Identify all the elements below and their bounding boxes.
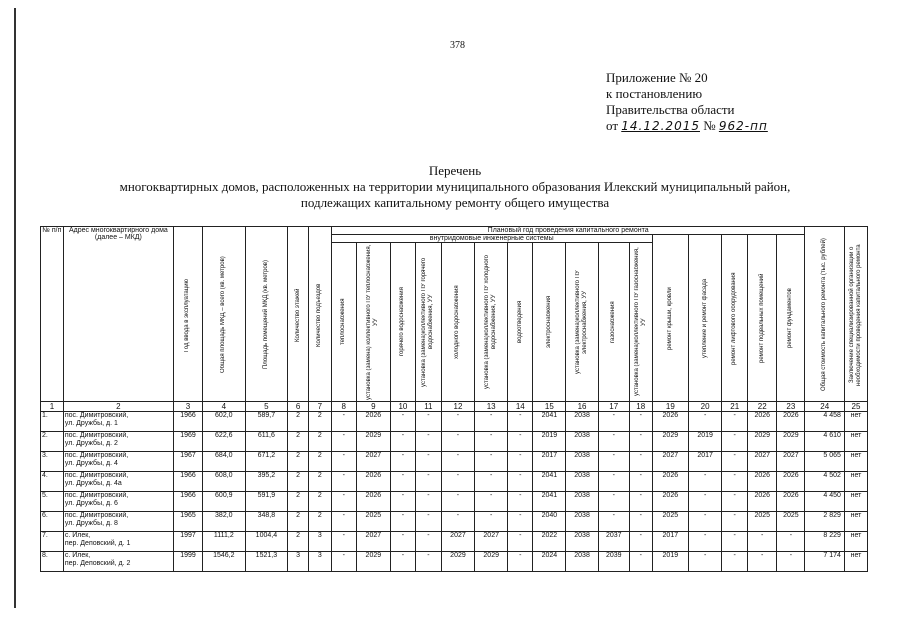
column-number-cell: 15	[533, 402, 566, 412]
table-cell: -	[629, 412, 652, 432]
table-cell: 2038	[566, 492, 598, 512]
table-cell: -	[777, 552, 805, 572]
table-cell: 600,9	[203, 492, 246, 512]
table-cell: -	[689, 472, 722, 492]
column-number-cell: 4	[203, 402, 246, 412]
table-cell: 2027	[748, 452, 777, 472]
table-cell: 2019	[652, 552, 688, 572]
appendix-date: 14.12.2015	[621, 119, 700, 133]
table-cell: 2041	[533, 492, 566, 512]
table-cell: -	[598, 512, 629, 532]
header-drainage: водоотведения	[516, 300, 523, 344]
address-line-2: ул. Дружбы, д. 4а	[64, 480, 122, 487]
table-cell: 5 065	[805, 452, 844, 472]
table-cell: 4 450	[805, 492, 844, 512]
table-cell: 2022	[533, 532, 566, 552]
table-cell: 1999	[173, 552, 202, 572]
header-floors: Количество этажей	[294, 288, 301, 342]
table-cell: -	[475, 492, 508, 512]
table-cell: 2026	[748, 412, 777, 432]
table-cell: 1997	[173, 532, 202, 552]
table-cell: -	[415, 472, 441, 492]
table-cell: 2029	[777, 432, 805, 452]
header-internal-systems: внутридомовые инженерные системы	[331, 235, 652, 243]
table-cell: -	[598, 472, 629, 492]
table-cell: -	[598, 492, 629, 512]
row-number: 1.	[41, 412, 64, 432]
table-cell: 591,9	[245, 492, 288, 512]
table-cell: 2041	[533, 412, 566, 432]
table-cell: 2039	[598, 552, 629, 572]
document-title	[40, 163, 870, 211]
table-row	[41, 452, 868, 472]
table-cell: -	[722, 432, 748, 452]
row-address	[63, 412, 173, 432]
header-hot-water-meter: установка (замена)коллективного ПУ горячего водоснабжения, УУ	[421, 257, 435, 387]
appendix-number-label: №	[703, 118, 716, 133]
table-cell: -	[415, 552, 441, 572]
table-cell: 2027	[652, 452, 688, 472]
table-cell: -	[390, 552, 415, 572]
table-cell: 4 502	[805, 472, 844, 492]
table-cell: -	[748, 532, 777, 552]
table-cell: нет	[844, 472, 867, 492]
table-cell: -	[390, 492, 415, 512]
table-cell: 2 829	[805, 512, 844, 532]
table-cell: 2025	[748, 512, 777, 532]
header-basement: ремонт подвальных помещений	[758, 273, 765, 364]
column-number-cell: 17	[598, 402, 629, 412]
table-cell: -	[331, 552, 356, 572]
address-line-1: пос. Димитровский,	[64, 492, 129, 499]
header-gas: газоснабжения	[610, 301, 617, 343]
table-cell: 1969	[173, 432, 202, 452]
table-cell: 2026	[652, 472, 688, 492]
row-number: 4.	[41, 472, 64, 492]
repair-schedule-table	[40, 226, 868, 572]
table-cell: 2038	[566, 432, 598, 452]
table-cell: 2	[308, 472, 331, 492]
row-number: 6.	[41, 512, 64, 532]
table-cell: -	[331, 412, 356, 432]
table-row	[41, 532, 868, 552]
table-cell: 2026	[777, 472, 805, 492]
table-cell: 2025	[356, 512, 390, 532]
table-cell: -	[629, 532, 652, 552]
address-line-1: пос. Димитровский,	[64, 472, 129, 479]
table-cell: -	[390, 472, 415, 492]
header-elevator: ремонт лифтового оборудования	[731, 272, 738, 365]
table-cell: -	[722, 552, 748, 572]
header-premises-area: Площадь помещений МКД (кв. метров)	[262, 260, 269, 370]
column-number-cell: 18	[629, 402, 652, 412]
table-cell: -	[689, 412, 722, 432]
table-cell: -	[722, 412, 748, 432]
table-cell: 622,6	[203, 432, 246, 452]
table-cell: 2026	[356, 492, 390, 512]
table-cell: -	[331, 532, 356, 552]
table-cell: -	[475, 512, 508, 532]
table-cell: -	[629, 552, 652, 572]
table-cell: 2017	[689, 452, 722, 472]
column-number-cell: 25	[844, 402, 867, 412]
table-cell: 2	[308, 492, 331, 512]
header-planned-year: Плановый год проведения капитального ремонта	[331, 227, 805, 235]
row-address	[63, 552, 173, 572]
header-entrances: Количество подъездов	[316, 283, 323, 347]
table-cell: нет	[844, 532, 867, 552]
table-cell: -	[390, 512, 415, 532]
table-cell: -	[629, 512, 652, 532]
table-cell: -	[475, 412, 508, 432]
table-cell: 3	[288, 552, 309, 572]
header-hot-water: горячего водоснабжения	[399, 287, 406, 357]
table-cell: 2040	[533, 512, 566, 532]
table-cell: -	[390, 412, 415, 432]
table-cell: нет	[844, 452, 867, 472]
table-cell: 2	[288, 432, 309, 452]
header-total-area: Общая площадь МКД – всего (кв. метров)	[220, 256, 227, 374]
address-line-2: пер. Деповский, д. 1	[64, 540, 131, 547]
table-cell: 2027	[441, 532, 474, 552]
table-cell: 2029	[748, 432, 777, 452]
table-cell: нет	[844, 512, 867, 532]
table-cell: -	[441, 412, 474, 432]
table-cell: -	[390, 532, 415, 552]
table-cell: -	[722, 472, 748, 492]
table-cell: нет	[844, 552, 867, 572]
table-cell: -	[722, 512, 748, 532]
header-num: № п/п	[41, 227, 64, 402]
table-cell: -	[508, 532, 533, 552]
table-cell: 2029	[356, 552, 390, 572]
table-cell: 2	[308, 412, 331, 432]
header-foundation: ремонт фундаментов	[787, 288, 794, 349]
table-cell: -	[441, 512, 474, 532]
table-cell: 2038	[566, 452, 598, 472]
table-row	[41, 412, 868, 432]
header-cold-water-meter: установка (замена)коллективного ПУ холодного водоснабжения, УУ	[484, 255, 498, 389]
table-cell: -	[777, 532, 805, 552]
header-electricity: электроснабжения	[545, 295, 552, 349]
table-cell: 2037	[598, 532, 629, 552]
table-cell: 2038	[566, 512, 598, 532]
table-cell: -	[629, 472, 652, 492]
table-cell: 2029	[475, 552, 508, 572]
table-cell: -	[415, 512, 441, 532]
header-facade: утепление и ремонт фасада	[701, 278, 708, 359]
table-cell: 1965	[173, 512, 202, 532]
header-cold-water: холодного водоснабжения	[454, 285, 461, 359]
title-line-3: подлежащих капитальному ремонту общего имущества	[300, 195, 610, 210]
table-cell: 2025	[777, 512, 805, 532]
table-cell: 684,0	[203, 452, 246, 472]
address-line-1: с. Илек,	[64, 532, 91, 539]
address-line-2: ул. Дружбы, д. 4	[64, 460, 118, 467]
table-cell: -	[441, 472, 474, 492]
table-cell: 2	[288, 492, 309, 512]
column-number-cell: 11	[415, 402, 441, 412]
table-cell: -	[441, 432, 474, 452]
table-cell: 2038	[566, 472, 598, 492]
table-cell: -	[331, 512, 356, 532]
appendix-block	[606, 70, 768, 134]
table-row	[41, 492, 868, 512]
address-line-1: пос. Димитровский,	[64, 432, 129, 439]
table-row	[41, 552, 868, 572]
table-cell: -	[331, 432, 356, 452]
table-row	[41, 432, 868, 452]
appendix-number: 962-пп	[718, 119, 768, 133]
header-heat-meter: установка (замена) коллективного ПУ теплоснабжения, УУ	[366, 244, 380, 400]
appendix-line-2: к постановлению	[606, 86, 703, 101]
row-address	[63, 532, 173, 552]
table-cell: 2029	[356, 432, 390, 452]
appendix-line-1: Приложение № 20	[606, 70, 708, 85]
table-cell: -	[598, 452, 629, 472]
table-cell: 2019	[689, 432, 722, 452]
table-cell: 671,2	[245, 452, 288, 472]
table-cell: -	[689, 512, 722, 532]
table-cell: 1111,2	[203, 532, 246, 552]
table-cell: 2026	[748, 492, 777, 512]
title-line-1: Перечень	[428, 163, 482, 178]
table-cell: 348,8	[245, 512, 288, 532]
table-cell: 2029	[652, 432, 688, 452]
table-cell: -	[508, 412, 533, 432]
header-roof: ремонт крыши, кровли	[666, 287, 673, 350]
table-cell: 395,2	[245, 472, 288, 492]
table-cell: -	[508, 432, 533, 452]
column-number-cell: 10	[390, 402, 415, 412]
title-line-2: многоквартирных домов, расположенных на территории муниципального образования Илекский муниципальный район,	[119, 179, 791, 194]
table-cell: 2027	[356, 452, 390, 472]
table-cell: -	[390, 452, 415, 472]
column-number-cell: 16	[566, 402, 598, 412]
table-cell: -	[722, 452, 748, 472]
table-cell: 2026	[356, 412, 390, 432]
column-number-cell: 22	[748, 402, 777, 412]
column-number-cell: 21	[722, 402, 748, 412]
table-cell: -	[508, 492, 533, 512]
table-cell: 2027	[777, 452, 805, 472]
header-electricity-meter: установка (замена)коллективного ПУ электроснабжения, УУ	[575, 270, 589, 374]
address-line-1: с. Илек,	[64, 552, 91, 559]
table-cell: -	[415, 532, 441, 552]
address-line-2: пер. Деповский, д. 2	[64, 560, 131, 567]
table-cell: 611,6	[245, 432, 288, 452]
table-cell: 1966	[173, 472, 202, 492]
table-cell: -	[390, 432, 415, 452]
column-number-cell: 12	[441, 402, 474, 412]
address-line-1: пос. Димитровский,	[64, 512, 129, 519]
column-number-cell: 14	[508, 402, 533, 412]
row-number: 5.	[41, 492, 64, 512]
table-cell: 2	[308, 432, 331, 452]
table-cell: -	[475, 432, 508, 452]
table-cell: -	[415, 432, 441, 452]
address-line-2: ул. Дружбы, д. 2	[64, 440, 118, 447]
address-line-1: пос. Димитровский,	[64, 412, 129, 419]
appendix-line-3: Правительства области	[606, 102, 735, 117]
table-cell: -	[415, 492, 441, 512]
table-cell: 1546,2	[203, 552, 246, 572]
table-cell: -	[629, 432, 652, 452]
table-cell: -	[475, 452, 508, 472]
table-cell: -	[598, 432, 629, 452]
table-cell: -	[415, 452, 441, 472]
table-cell: 2017	[652, 532, 688, 552]
row-address	[63, 512, 173, 532]
table-cell: 602,0	[203, 412, 246, 432]
header-year: Год ввода в эксплуатацию	[184, 278, 191, 352]
table-cell: 2	[308, 512, 331, 532]
table-cell: 2026	[777, 492, 805, 512]
table-cell: 4 458	[805, 412, 844, 432]
column-number-cell: 24	[805, 402, 844, 412]
table-cell: 382,0	[203, 512, 246, 532]
table-cell: 8 229	[805, 532, 844, 552]
row-address	[63, 492, 173, 512]
header-conclusion: Заключение специализированной организации о необходимости проведения капитального ремонта	[848, 244, 862, 386]
table-cell: 2026	[777, 412, 805, 432]
table-cell: -	[629, 452, 652, 472]
row-address	[63, 432, 173, 452]
table-cell: 4 610	[805, 432, 844, 452]
table-cell: нет	[844, 412, 867, 432]
row-address	[63, 452, 173, 472]
address-line-2: ул. Дружбы, д. 6	[64, 500, 118, 507]
table-row	[41, 472, 868, 492]
table-cell: 2	[308, 452, 331, 472]
table-cell: 2017	[533, 452, 566, 472]
table-cell: 589,7	[245, 412, 288, 432]
column-number-cell: 3	[173, 402, 202, 412]
header-gas-meter: установка (замена)коллективного ПУ газоснабжения, УУ	[633, 247, 647, 397]
table-cell: -	[475, 472, 508, 492]
table-cell: -	[629, 492, 652, 512]
address-line-2: ул. Дружбы, д. 1	[64, 420, 118, 427]
table-cell: -	[415, 412, 441, 432]
table-cell: 608,0	[203, 472, 246, 492]
table-cell: нет	[844, 432, 867, 452]
table-cell: -	[331, 452, 356, 472]
table-cell: -	[689, 552, 722, 572]
table-cell: 1521,3	[245, 552, 288, 572]
table-cell: 2	[288, 412, 309, 432]
header-total-cost: Общая стоимость капитального ремонта (тыс. рублей)	[821, 238, 828, 392]
table-cell: 2027	[356, 532, 390, 552]
table-cell: -	[508, 452, 533, 472]
table-cell: -	[508, 472, 533, 492]
table-cell: 2019	[533, 432, 566, 452]
table-cell: 2038	[566, 552, 598, 572]
table-cell: нет	[844, 492, 867, 512]
column-number-cell: 13	[475, 402, 508, 412]
table-row	[41, 512, 868, 532]
header-address: Адрес многоквартирного дома (далее – МКД)	[63, 227, 173, 402]
column-number-cell: 19	[652, 402, 688, 412]
table-cell: 2027	[475, 532, 508, 552]
row-number: 2.	[41, 432, 64, 452]
address-line-1: пос. Димитровский,	[64, 452, 129, 459]
table-cell: -	[441, 492, 474, 512]
appendix-date-line	[606, 118, 768, 134]
table-cell: 1967	[173, 452, 202, 472]
table-cell: -	[689, 532, 722, 552]
table-cell: 2	[288, 452, 309, 472]
table-cell: -	[331, 492, 356, 512]
table-cell: -	[722, 492, 748, 512]
table-cell: -	[331, 472, 356, 492]
column-number-cell: 20	[689, 402, 722, 412]
column-number-cell: 2	[63, 402, 173, 412]
table-cell: 2029	[441, 552, 474, 572]
table-cell: 1966	[173, 492, 202, 512]
row-address	[63, 472, 173, 492]
page-edge-line	[14, 8, 16, 608]
table-cell: -	[722, 532, 748, 552]
table-cell: 3	[308, 532, 331, 552]
table-cell: 2041	[533, 472, 566, 492]
table-cell: 2	[288, 472, 309, 492]
table-cell: 1966	[173, 412, 202, 432]
row-number: 7.	[41, 532, 64, 552]
table-cell: -	[598, 412, 629, 432]
table-cell: -	[441, 452, 474, 472]
table-cell: 2038	[566, 532, 598, 552]
table-cell: 2038	[566, 412, 598, 432]
table-cell: -	[689, 492, 722, 512]
page-number: 378	[450, 40, 465, 51]
address-line-2: ул. Дружбы, д. 8	[64, 520, 118, 527]
table-cell: -	[748, 552, 777, 572]
appendix-from-label: от	[606, 118, 619, 133]
table-cell: 2	[288, 532, 309, 552]
column-number-cell: 8	[331, 402, 356, 412]
column-number-cell: 1	[41, 402, 64, 412]
table-cell: -	[508, 552, 533, 572]
table-cell: 2026	[356, 472, 390, 492]
table-cell: 3	[308, 552, 331, 572]
column-number-cell: 6	[288, 402, 309, 412]
table-cell: -	[508, 512, 533, 532]
column-number-cell: 23	[777, 402, 805, 412]
column-number-cell: 5	[245, 402, 288, 412]
column-number-row	[41, 402, 868, 412]
table-cell: 2025	[652, 512, 688, 532]
column-number-cell: 9	[356, 402, 390, 412]
row-number: 8.	[41, 552, 64, 572]
header-heat: теплоснабжения	[340, 298, 347, 346]
column-number-cell: 7	[308, 402, 331, 412]
table-cell: 2	[288, 512, 309, 532]
table-cell: 2026	[652, 492, 688, 512]
table-cell: 1004,4	[245, 532, 288, 552]
table-cell: 2024	[533, 552, 566, 572]
table-cell: 2026	[748, 472, 777, 492]
row-number: 3.	[41, 452, 64, 472]
table-cell: 7 174	[805, 552, 844, 572]
table-cell: 2026	[652, 412, 688, 432]
